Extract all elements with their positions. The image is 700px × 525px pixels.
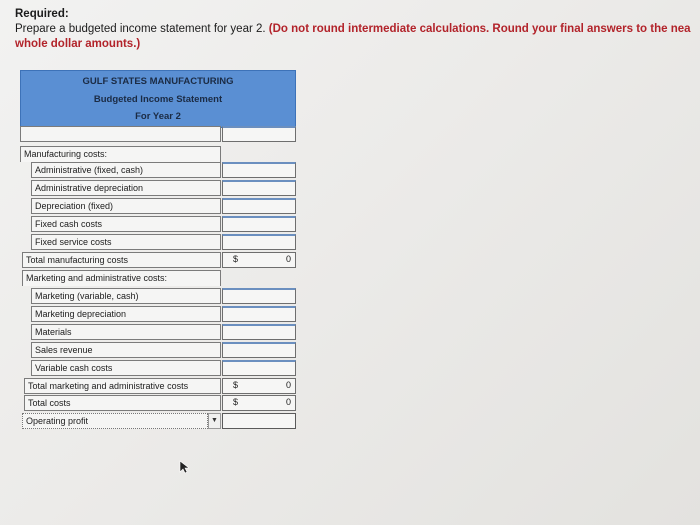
marketing-item-input[interactable] <box>222 288 296 304</box>
marketing-item-label[interactable]: Variable cash costs <box>31 360 221 376</box>
manufacturing-item-input[interactable] <box>222 234 296 250</box>
marketing-item-input[interactable] <box>222 360 296 376</box>
manufacturing-item-input[interactable] <box>222 198 296 214</box>
marketing-item-input[interactable] <box>222 342 296 358</box>
operating-profit-select[interactable]: Operating profit <box>22 413 208 429</box>
manufacturing-header: Manufacturing costs: <box>20 146 221 162</box>
mouse-cursor-icon <box>179 460 189 474</box>
income-statement-table <box>20 70 296 426</box>
total-manufacturing-value: $ 0 <box>222 252 296 268</box>
total-manufacturing-label: Total manufacturing costs <box>22 252 221 268</box>
manufacturing-item-label[interactable]: Depreciation (fixed) <box>31 198 221 214</box>
rounding-note: (Do not round intermediate calculations. Round your final answers to the nea <box>268 23 691 35</box>
total-costs-label: Total costs <box>24 395 221 411</box>
manufacturing-item-input[interactable] <box>222 216 296 232</box>
marketing-item-label[interactable]: Marketing depreciation <box>31 306 221 322</box>
marketing-item-label[interactable]: Sales revenue <box>31 342 221 358</box>
total-costs-value: $ 0 <box>222 395 296 411</box>
statement-title: Budgeted Income Statement <box>93 94 223 105</box>
statement-period: For Year 2 <box>135 111 181 122</box>
manufacturing-item-label[interactable]: Fixed service costs <box>31 234 221 250</box>
blank-label-cell[interactable] <box>20 126 221 142</box>
marketing-item-input[interactable] <box>222 324 296 340</box>
marketing-item-label[interactable]: Marketing (variable, cash) <box>31 288 221 304</box>
total-marketing-value: $ 0 <box>222 378 296 394</box>
instruction-text: Prepare a budgeted income statement for year 2. <box>15 23 266 35</box>
total-marketing-label: Total marketing and administrative costs <box>24 378 221 394</box>
manufacturing-item-label[interactable]: Administrative depreciation <box>31 180 221 196</box>
rounding-note-continued: whole dollar amounts.) <box>15 38 141 50</box>
required-heading: Required: <box>15 8 69 20</box>
marketing-item-label[interactable]: Materials <box>31 324 221 340</box>
manufacturing-item-input[interactable] <box>222 180 296 196</box>
manufacturing-item-input[interactable] <box>222 162 296 178</box>
instruction-line <box>15 22 700 37</box>
marketing-item-input[interactable] <box>222 306 296 322</box>
manufacturing-item-label[interactable]: Fixed cash costs <box>31 216 221 232</box>
operating-profit-input[interactable] <box>222 413 296 429</box>
company-name: GULF STATES MANUFACTURING <box>82 76 234 87</box>
blank-value-cell[interactable] <box>222 126 296 142</box>
instructions <box>15 7 700 52</box>
marketing-header: Marketing and administrative costs: <box>22 270 221 286</box>
chevron-down-icon[interactable]: ▼ <box>208 413 221 429</box>
statement-header <box>20 70 296 128</box>
manufacturing-item-label[interactable]: Administrative (fixed, cash) <box>31 162 221 178</box>
